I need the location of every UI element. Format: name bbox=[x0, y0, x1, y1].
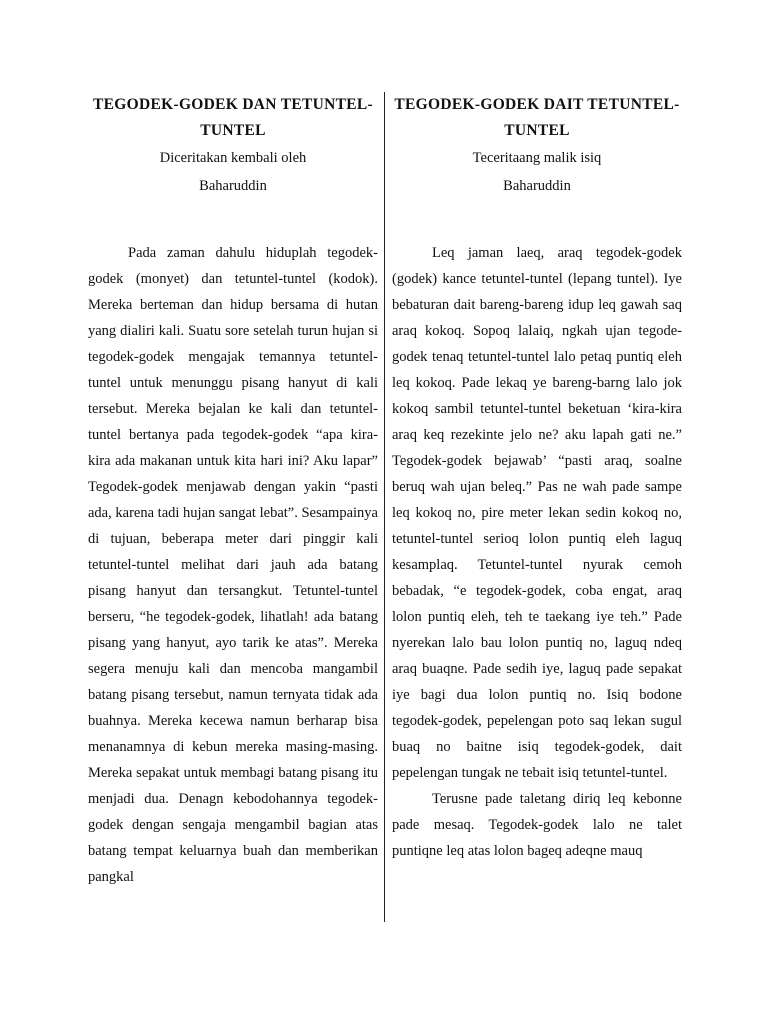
left-title: TEGODEK-GODEK DAN TETUNTEL-TUNTEL bbox=[93, 96, 373, 139]
left-column bbox=[88, 92, 378, 890]
right-author: Baharuddin bbox=[503, 178, 571, 194]
right-column bbox=[392, 92, 682, 864]
left-retold-by: Diceritakan kembali oleh bbox=[159, 150, 307, 166]
right-body bbox=[392, 240, 682, 864]
left-body bbox=[88, 240, 378, 890]
column-divider bbox=[384, 92, 385, 922]
left-paragraph-1: Pada zaman dahulu hiduplah tegodek-godek (monyet) dan tetuntel-tuntel (kodok). Mereka berteman dan hidup bersama di hutan yang dialiri kali. Suatu sore setelah turun hujan si tegodek-godek mengajak temannya tetuntel-tuntel untuk menunggu pisang hanyut di kali tersebut. Mereka bejalan ke kali dan tetuntel-tuntel bertanya pada tegodek-godek “apa kira-kira ada makanan untuk kita hari ini? Aku lapar” Tegodek-godek menjawab dengan yakin “pasti ada, karena tadi hujan sangat lebat”. Sesampainya di tujuan, beberapa meter dari pinggir kali tetuntel-tuntel melihat dari jauh ada batang pisang hanyut dan tersangkut. Tetuntel-tuntel berseru, “he tegodek-godek, lihatlah! ada batang pisang yang hanyut, ayo tarik ke atas”. Mereka segera menuju kali dan mencoba mangambil batang pisang tersebut, namun ternyata tidak ada buahnya. Mereka kecewa namun berharap bisa menanamnya di kebun mereka masing-masing. Mereka sepakat untuk membagi batang pisang itu menjadi dua. Denagn kebodohannya tegodek-godek dengan sengaja mengambil bagian atas batang tempat keluarnya buah dan memberikan pangkal bbox=[88, 245, 378, 885]
left-author: Baharuddin bbox=[199, 178, 267, 194]
right-retold-by: Teceritaang malik isiq bbox=[472, 150, 602, 166]
right-paragraph-1: Leq jaman laeq, araq tegodek-godek (godek) kance tetuntel-tuntel (lepang tuntel). Iye bebaturan dait bareng-bareng idup leq gawah saq araq kokoq. Sopoq lalaiq, ngkah ujan tegode-godek tenaq tetuntel-tuntel lalo petaq puntiq eleh leq kokoq. Pade lekaq ye bareng-barng lalo jok kokoq sambil tetuntel-tuntel beketuan ‘kira-kira araq keq rezekinte jelo ne? aku lapah gati ne.” Tegodek-godek bejawab’ “pasti araq, soalne beruq wah ujan beleq.” Pas ne wah pade sampe leq kokoq no, pire meter lekan sedin kokoq no, tetuntel-tuntel serioq lolon puntiq eleh laguq kesamplaq. Tetuntel-tuntel nyurak cemoh bebadak, “e tegodek-godek, coba engat, araq lolon puntiq eleh, teh te taekang iye teh.” Pade nyerekan lalo bau lolon puntiq no, laguq ndeq araq buaqne. Pade sedih iye, laguq pade sepakat iye bagi dua lolon puntiq no. Isiq bodone tegodek-godek, pepelengan poto saq lekan sugul buaq no baitne isiq tegodek-godek, dait pepelengan tungak ne tebait isiq tetuntel-tuntel. bbox=[392, 245, 682, 781]
right-title: TEGODEK-GODEK DAIT TETUNTEL-TUNTEL bbox=[394, 96, 680, 139]
right-paragraph-2: Terusne pade taletang diriq leq kebonne pade mesaq. Tegodek-godek lalo ne talet puntiqne leq atas lolon bageq adeqne mauq bbox=[392, 791, 682, 859]
